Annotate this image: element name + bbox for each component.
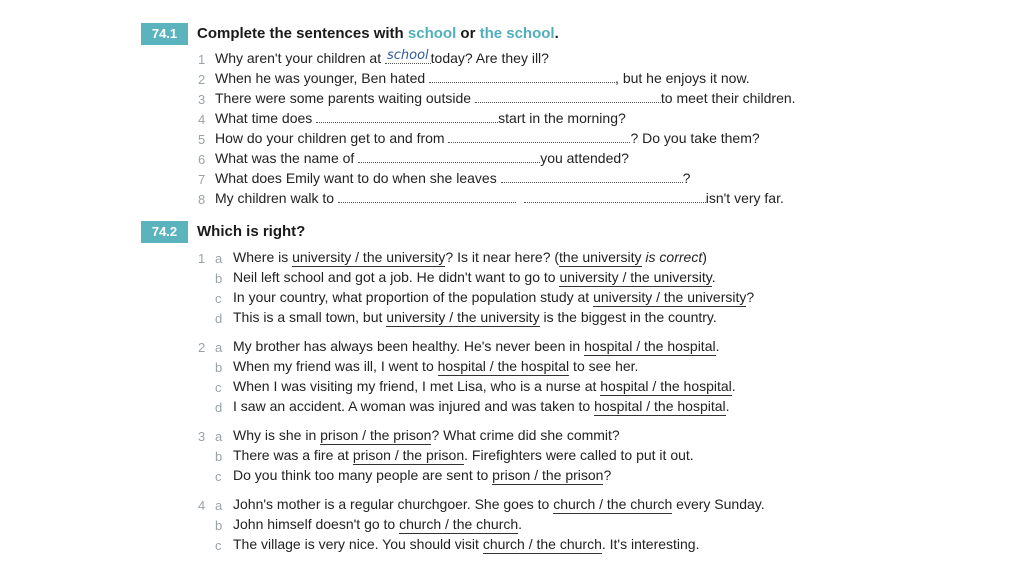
sentence-text: . <box>715 338 720 354</box>
sentence-text: start in the morning? <box>498 110 626 126</box>
sentence-text: , but he enjoys it now. <box>615 70 750 86</box>
sentence-text: My children walk to <box>215 190 338 206</box>
item-letter: c <box>215 380 222 395</box>
item-number: 6 <box>198 152 206 167</box>
sentence-text: to meet their children. <box>660 90 796 106</box>
sentence-text: . <box>725 398 730 414</box>
item-letter: c <box>215 469 222 484</box>
choice-option[interactable]: church / the church <box>553 496 673 512</box>
item-number: 4 <box>198 112 206 127</box>
sentence-text: What was the name of <box>215 150 359 166</box>
choice-option[interactable]: hospital / the hospital <box>584 338 716 354</box>
item-letter: a <box>215 340 223 355</box>
sentence-text: How do your children get to and from <box>215 130 449 146</box>
sentence-text: . <box>731 378 736 394</box>
sentence <box>233 398 730 414</box>
group-number: 1 <box>198 251 206 266</box>
choice-option[interactable]: church / the church <box>399 516 519 532</box>
sentence-text: . Firefighters were called to put it out. <box>464 447 694 463</box>
item-letter: b <box>215 360 223 375</box>
sentence-text: ? Do you take them? <box>630 130 760 146</box>
sentence-text: . <box>711 269 716 285</box>
answer-blank[interactable] <box>358 150 540 163</box>
item-number: 7 <box>198 172 206 187</box>
sentence <box>233 516 522 532</box>
item-number: 5 <box>198 132 206 147</box>
choice-option[interactable]: hospital / the hospital <box>600 378 732 394</box>
sentence-text: ? <box>746 289 755 305</box>
sentence <box>233 249 707 265</box>
heading-keyword: the school <box>479 25 555 42</box>
sentence <box>215 110 626 126</box>
choice-option[interactable]: hospital / the hospital <box>437 358 570 374</box>
sentence <box>233 447 694 463</box>
choice-option[interactable]: prison / the prison <box>492 467 604 483</box>
group-number: 2 <box>198 340 206 355</box>
sentence <box>233 467 611 483</box>
answer-blank[interactable] <box>475 90 661 103</box>
sentence <box>233 289 754 305</box>
choice-option[interactable]: prison / the prison <box>352 447 465 463</box>
choice-option[interactable]: university / the university <box>593 289 747 305</box>
sentence <box>233 378 736 394</box>
handwritten-answer[interactable]: school <box>386 48 429 63</box>
closing-bracket: ) <box>702 249 707 265</box>
item-letter: b <box>215 271 223 286</box>
heading-text: . <box>554 25 559 42</box>
sentence-text: is the biggest in the country. <box>539 309 717 325</box>
sentence-text: My brother has always been healthy. He's never been in <box>233 338 585 354</box>
sentence-text: This is a small town, but <box>233 309 387 325</box>
sentence <box>233 536 699 552</box>
sentence <box>233 496 765 512</box>
sentence-text: to see her. <box>569 358 639 374</box>
sentence-text: When I was visiting my friend, I met Lisa, who is a nurse at <box>233 378 601 394</box>
item-number: 2 <box>198 72 206 87</box>
sentence-text: today? Are they ill? <box>430 50 549 66</box>
sentence-text: The village is very nice. You should visit <box>233 536 483 552</box>
sentence-text: What time does <box>215 110 317 126</box>
exercise-number-badge: 74.1 <box>141 23 188 45</box>
sentence <box>215 170 690 186</box>
answer-blank[interactable] <box>448 130 630 143</box>
sentence-text: . It's interesting. <box>601 536 700 552</box>
item-letter: a <box>215 251 223 266</box>
item-letter: d <box>215 311 223 326</box>
item-letter: b <box>215 449 223 464</box>
exercise-number-badge: 74.2 <box>141 221 188 243</box>
exercise-heading: Which is right? <box>197 223 306 240</box>
item-letter: c <box>215 538 222 553</box>
sentence-text: There was a fire at <box>233 447 353 463</box>
sentence-text: Neil left school and got a job. He didn't want to go to <box>233 269 560 285</box>
sentence-text: ? Is it near here? ( <box>445 249 560 265</box>
sentence <box>215 50 549 68</box>
sentence <box>233 338 719 354</box>
answer-blank[interactable] <box>338 190 516 203</box>
sentence-text: John himself doesn't go to <box>233 516 400 532</box>
sentence-text: ? What crime did she commit? <box>431 427 620 443</box>
sentence <box>215 190 784 206</box>
sentence <box>215 90 796 106</box>
sentence-text: isn't very far. <box>705 190 784 206</box>
item-number: 1 <box>198 52 206 67</box>
sentence <box>215 130 760 146</box>
sentence-text: . <box>518 516 523 532</box>
item-letter: c <box>215 291 222 306</box>
sentence-text: Where is <box>233 249 293 265</box>
sentence-text: Do you think too many people are sent to <box>233 467 493 483</box>
choice-option[interactable]: prison / the prison <box>320 427 432 443</box>
choice-option[interactable]: hospital / the hospital <box>594 398 726 414</box>
choice-option[interactable]: church / the church <box>482 536 602 552</box>
sentence-text: every Sunday. <box>672 496 765 512</box>
group-number: 4 <box>198 498 206 513</box>
sentence-text: What does Emily want to do when she leaves <box>215 170 501 186</box>
sentence <box>215 150 629 166</box>
choice-option[interactable]: university / the university <box>292 249 446 265</box>
sentence-text: I saw an accident. A woman was injured and was taken to <box>233 398 595 414</box>
sentence <box>233 309 717 325</box>
sentence <box>233 358 638 374</box>
item-letter: d <box>215 400 223 415</box>
answer-note: is correct <box>641 249 703 265</box>
sentence-text: Why is she in <box>233 427 321 443</box>
heading-keyword: school <box>407 25 457 42</box>
item-letter: b <box>215 518 223 533</box>
choice-option[interactable]: university / the university <box>386 309 540 325</box>
answer-blank[interactable] <box>501 170 683 183</box>
sentence <box>215 70 750 86</box>
sentence-text: When he was younger, Ben hated <box>215 70 430 86</box>
sentence <box>233 427 620 443</box>
sentence-text: There were some parents waiting outside <box>215 90 475 106</box>
item-number: 8 <box>198 192 206 207</box>
answer-example: the university <box>559 249 642 265</box>
heading-text: Complete the sentences with <box>197 25 408 42</box>
item-letter: a <box>215 498 223 513</box>
choice-option[interactable]: university / the university <box>559 269 712 285</box>
answer-blank[interactable] <box>429 70 615 83</box>
group-number: 3 <box>198 429 206 444</box>
exercise-heading <box>197 25 559 42</box>
answer-blank[interactable] <box>524 190 706 203</box>
item-number: 3 <box>198 92 206 107</box>
heading-text: or <box>456 25 480 42</box>
sentence-text: ? <box>603 467 612 483</box>
item-letter: a <box>215 429 223 444</box>
sentence-text: When my friend was ill, I went to <box>233 358 438 374</box>
sentence-text: ? <box>682 170 691 186</box>
sentence-text: John's mother is a regular churchgoer. She goes to <box>233 496 554 512</box>
answer-blank[interactable] <box>316 110 498 123</box>
sentence <box>233 269 716 285</box>
sentence-text: you attended? <box>540 150 629 166</box>
sentence-text: Why aren't your children at <box>215 50 385 66</box>
sentence-text: In your country, what proportion of the population study at <box>233 289 594 305</box>
